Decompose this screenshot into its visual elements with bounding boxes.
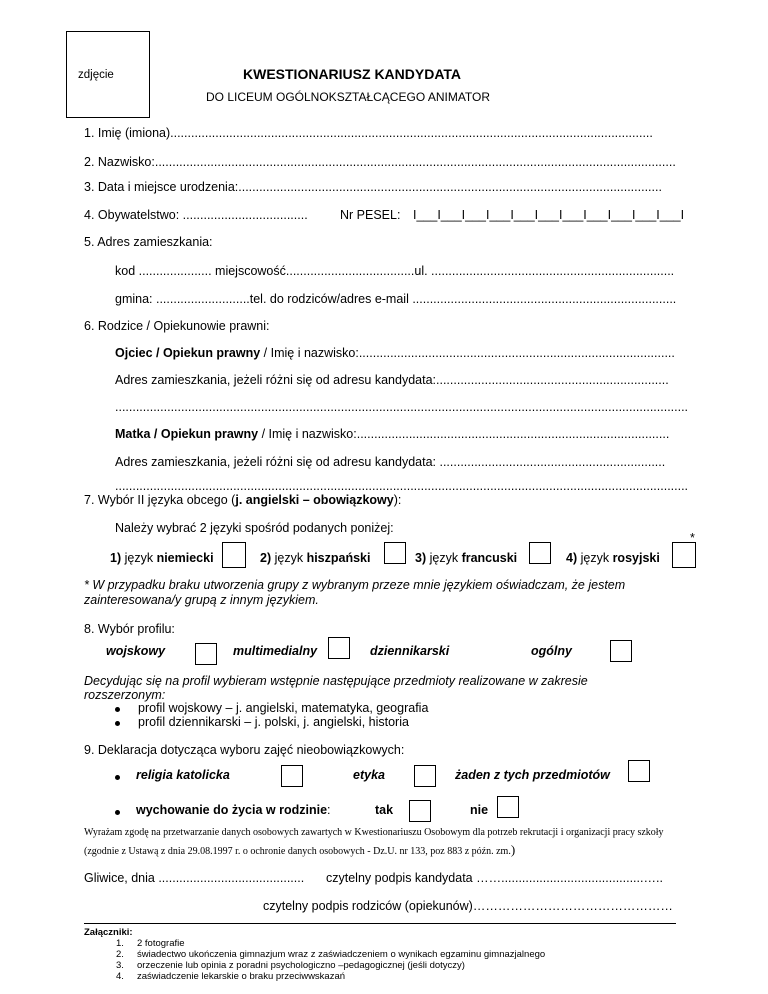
- address-heading: 5. Adres zamieszkania:: [84, 235, 213, 249]
- bullet-icon: [115, 721, 120, 726]
- decision-line-2: rozszerzonym:: [84, 688, 166, 702]
- checkbox-ethics[interactable]: [414, 765, 436, 787]
- father-name-dots: / Imię i nazwisko:...........................................................................................: [260, 346, 675, 360]
- language-russian-label: 4) język rosyjski: [566, 551, 660, 565]
- optional-classes-heading: 9. Deklaracja dotycząca wyboru zajęć nieobowiązkowych:: [84, 743, 405, 757]
- mother-name-dots: / Imię i nazwisko:..........................................................................................: [258, 427, 670, 441]
- place-date-field[interactable]: Gliwice, dnia ..........................................: [84, 871, 305, 885]
- profile-general-label: ogólny: [531, 644, 572, 658]
- pesel-label: Nr PESEL:: [340, 208, 401, 222]
- attachment-item: orzeczenie lub opinia z poradni psychologiczno –pedagogicznej (jeśli dotyczy): [137, 960, 465, 971]
- attachment-num: 3.: [116, 960, 124, 971]
- photo-label: zdjęcie: [78, 69, 114, 81]
- consent-line-2: (zgodnie z Ustawą z dnia 29.08.1997 r. o ochronie danych osobowych - Dz.U. nr 133, poz 883 z późn. zm.): [84, 842, 516, 857]
- photo-box: [66, 31, 150, 118]
- mother-address-field[interactable]: Adres zamieszkania, jeżeli różni się od adresu kandydata: .................................................................: [115, 455, 666, 469]
- father-address-line-2[interactable]: .....................................................................................................................................................................: [115, 400, 689, 414]
- form-title: KWESTIONARIUSZ KANDYDATA: [243, 66, 462, 82]
- language-french-label: 3) język francuski: [415, 551, 518, 565]
- form-subtitle: DO LICEUM OGÓLNOKSZTAŁCĄCEGO ANIMATOR: [206, 90, 491, 104]
- profile-heading: 8. Wybór profilu:: [84, 622, 175, 636]
- consent-line-1: Wyrażam zgodę na przetwarzanie danych osobowych zawartych w Kwestionariuszu Osobowym dla potrzeb rekrutacji i organizacji pracy szkoły: [84, 827, 664, 838]
- religion-label: religia katolicka: [136, 768, 230, 782]
- father-name-field[interactable]: [115, 346, 675, 360]
- checkbox-family-no[interactable]: [497, 796, 519, 818]
- checkbox-german[interactable]: [222, 542, 246, 568]
- bullet-icon: [115, 707, 120, 712]
- attachments-title: Załączniki:: [84, 927, 133, 938]
- parents-heading: 6. Rodzice / Opiekunowie prawni:: [84, 319, 270, 333]
- profile-military-label: wojskowy: [106, 644, 166, 658]
- language-german-label: 1) język niemiecki: [110, 551, 214, 565]
- attachment-item: 2 fotografie: [137, 938, 185, 949]
- language-instruction: Należy wybrać 2 języki spośród podanych poniżej:: [115, 521, 394, 535]
- father-label: Ojciec / Opiekun prawny: [115, 346, 261, 360]
- pesel-field[interactable]: I___I___I___I___I___I___I___I___I___I___I___I: [413, 208, 685, 222]
- checkbox-family-yes[interactable]: [409, 800, 431, 822]
- attachment-item: zaświadczenie lekarskie o braku przeciwwskazań: [137, 971, 346, 982]
- ethics-label: etyka: [353, 768, 385, 782]
- attachment-num: 2.: [116, 949, 124, 960]
- language-spanish-label: 2) język hiszpański: [260, 551, 371, 565]
- checkbox-french[interactable]: [529, 542, 551, 564]
- language-heading: 7. Wybór II języka obcego (j. angielski – obowiązkowy):: [84, 493, 402, 507]
- footnote-line-2: zainteresowana/y grupą z innym językiem.: [84, 593, 319, 607]
- yes-label: tak: [375, 803, 394, 817]
- profile-journalism-label: dziennikarski: [370, 644, 450, 658]
- bullet-icon: [115, 810, 120, 815]
- checkbox-none[interactable]: [628, 760, 650, 782]
- mother-name-field[interactable]: [115, 427, 669, 441]
- checkbox-russian[interactable]: [672, 542, 696, 568]
- checkbox-spanish[interactable]: [384, 542, 406, 564]
- birth-date-place-field[interactable]: 3. Data i miejsce urodzenia:..........................................................................................................................: [84, 180, 662, 194]
- english-mandatory: j. angielski – obowiązkowy: [235, 493, 394, 507]
- profile-detail-military: profil wojskowy – j. angielski, matematyka, geografia: [138, 701, 429, 715]
- no-label: nie: [470, 803, 489, 817]
- profile-detail-journalism: profil dziennikarski – j. polski, j. angielski, historia: [138, 715, 409, 729]
- footnote-line-1: * W przypadku braku utworzenia grupy z wybranym przeze mnie językiem oświadczam, że jestem: [84, 578, 626, 592]
- none-label: żaden z tych przedmiotów: [455, 768, 610, 782]
- bullet-icon: [115, 775, 120, 780]
- checkbox-profile-general[interactable]: [610, 640, 632, 662]
- citizenship-field[interactable]: 4. Obywatelstwo: ....................................: [84, 208, 308, 222]
- decision-line-1: Decydując się na profil wybieram wstępnie następujące przedmioty realizowane w zakresie: [84, 674, 588, 688]
- mother-address-line-2[interactable]: .....................................................................................................................................................................: [115, 479, 689, 493]
- divider: [84, 923, 676, 924]
- family-education-label: wychowanie do życia w rodzinie:: [136, 803, 331, 817]
- surname-field[interactable]: 2. Nazwisko:......................................................................................................................................................: [84, 155, 676, 169]
- checkbox-profile-military[interactable]: [195, 643, 217, 665]
- checkbox-profile-multimedia[interactable]: [328, 637, 350, 659]
- attachment-num: 4.: [116, 971, 124, 982]
- candidate-signature-field[interactable]: czytelny podpis kandydata …….........................................…..: [326, 871, 663, 885]
- parents-signature-field[interactable]: czytelny podpis rodziców (opiekunów)…………………………………………: [263, 899, 673, 913]
- father-address-field[interactable]: Adres zamieszkania, jeżeli różni się od adresu kandydata:...................................................................: [115, 373, 669, 387]
- asterisk: *: [690, 531, 695, 545]
- first-name-field[interactable]: 1. Imię (imiona)...........................................................................................................................................: [84, 126, 653, 140]
- checkbox-religion[interactable]: [281, 765, 303, 787]
- attachment-item: świadectwo ukończenia gimnazjum wraz z zaświadczeniem o wynikach egzaminu gimnazjalnego: [137, 949, 546, 960]
- address-line-1[interactable]: kod ..................... miejscowość.....................................ul. ......................................................................: [115, 264, 675, 278]
- profile-multimedia-label: multimedialny: [233, 644, 318, 658]
- attachment-num: 1.: [116, 938, 124, 949]
- mother-label: Matka / Opiekun prawny: [115, 427, 259, 441]
- address-line-2[interactable]: gmina: ...........................tel. do rodziców/adres e-mail ............................................................................: [115, 292, 677, 306]
